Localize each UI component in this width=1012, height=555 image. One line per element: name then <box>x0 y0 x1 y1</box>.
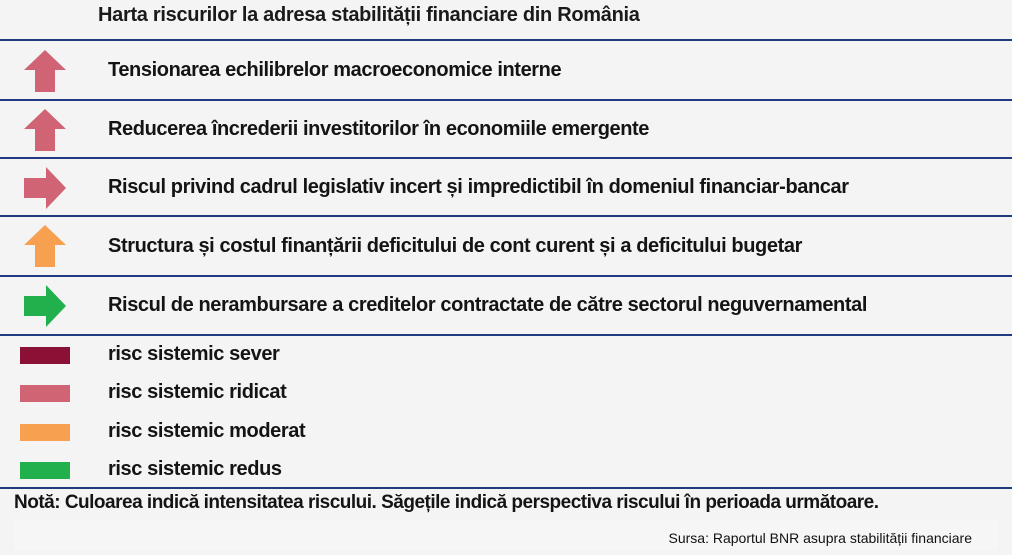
risk-row <box>0 101 1012 157</box>
legend-label: risc sistemic redus <box>108 458 282 480</box>
risk-row <box>0 217 1012 275</box>
risk-row <box>0 277 1012 333</box>
divider <box>0 334 1012 336</box>
legend-swatch <box>20 424 70 441</box>
legend-swatch <box>20 347 70 364</box>
legend-label: risc sistemic moderat <box>108 420 306 442</box>
risk-label: Reducerea încrederii investitorilor în economiile emergente <box>108 118 650 140</box>
legend-item <box>0 416 500 450</box>
risk-label: Riscul de nerambursare a creditelor contractate de către sectorul neguvernamental <box>108 294 868 316</box>
arrow-up-icon <box>22 223 68 269</box>
risk-label: Riscul privind cadrul legislativ incert și impredictibil în domeniul financiar-bancar <box>108 176 849 198</box>
legend-label: risc sistemic ridicat <box>108 381 287 403</box>
risk-label: Tensionarea echilibrelor macroeconomice interne <box>108 59 562 81</box>
divider <box>0 487 1012 489</box>
arrow-right-icon <box>22 283 68 329</box>
arrow-right-icon <box>22 165 68 211</box>
page-title: Harta riscurilor la adresa stabilității financiare din România <box>98 4 640 26</box>
legend-item <box>0 339 500 373</box>
risk-row <box>0 41 1012 99</box>
risk-row <box>0 159 1012 215</box>
arrow-up-icon <box>22 107 68 153</box>
legend-label: risc sistemic sever <box>108 343 280 365</box>
risk-label: Structura și costul finanțării deficitului de cont curent și a deficitului bugetar <box>108 235 802 257</box>
note-text: Notă: Culoarea indică intensitatea riscului. Săgețile indică perspectiva riscului în perioada următoare. <box>14 492 879 513</box>
legend-swatch <box>20 385 70 402</box>
arrow-up-icon <box>22 48 68 94</box>
legend-item <box>0 454 500 488</box>
source-text: Sursa: Raportul BNR asupra stabilității financiare <box>668 530 972 546</box>
legend-swatch <box>20 462 70 479</box>
legend-item <box>0 377 500 411</box>
